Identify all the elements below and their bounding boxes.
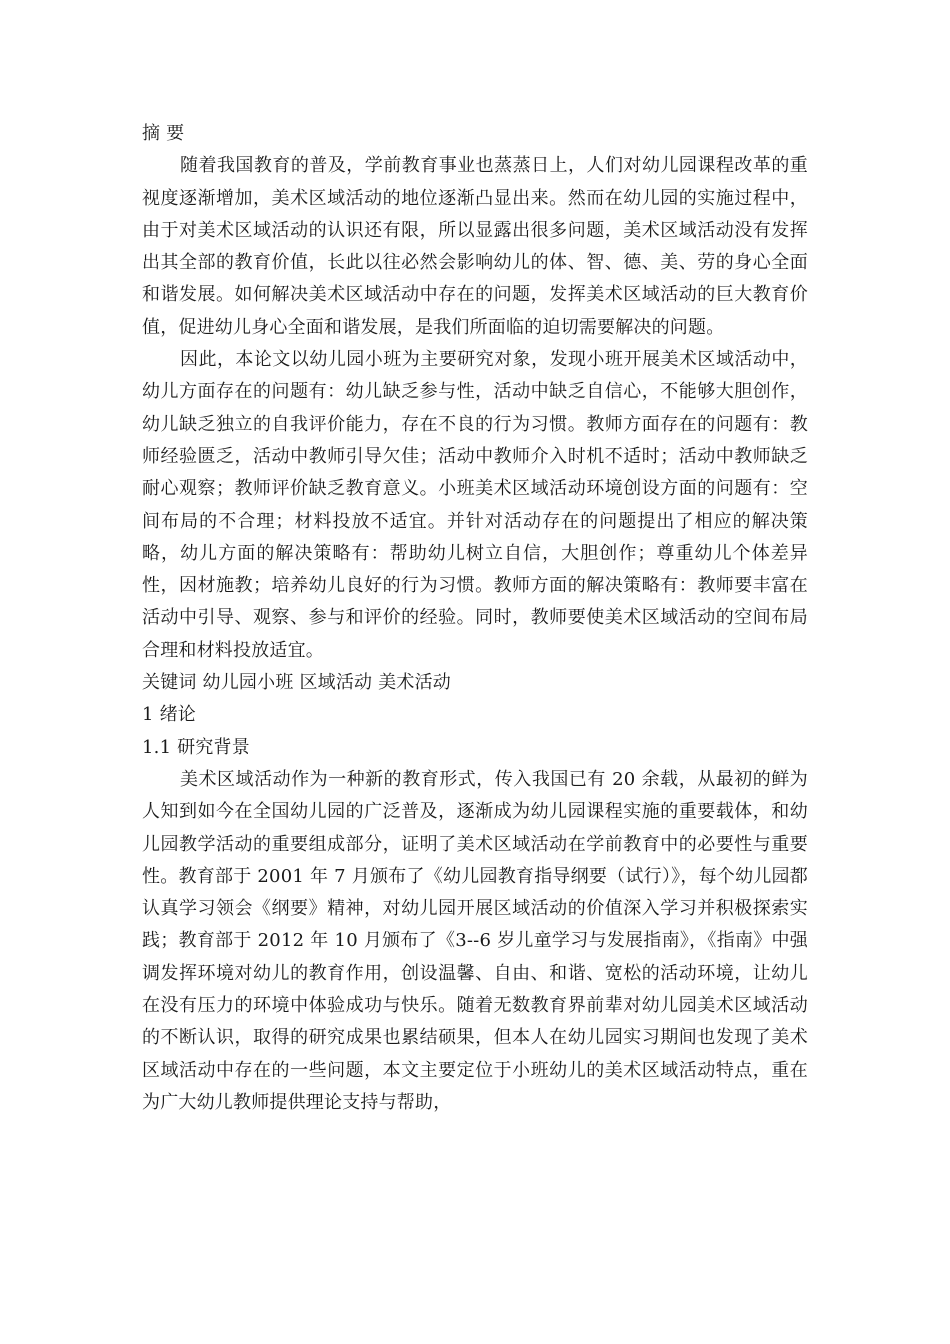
section-heading: 1.1 研究背景 (142, 736, 250, 758)
document-body (142, 118, 808, 1119)
keywords-line: 关键词 幼儿园小班 区域活动 美术活动 (142, 672, 451, 694)
section-paragraph: 美术区域活动作为一种新的教育形式，传入我国已有 20 余载，从最初的鲜为人知到如今在全国幼儿园的广泛普及，逐渐成为幼儿园课程实施的重要载体，和幼儿园教学活动的重要组成部分，证明了美术区域活动在学前教育中的必要性与重要性。教育部于 2001 年 7 月颁布了《幼儿园教育指导纲要（试行）》，每个幼儿园都认真学习领会《纲要》精神，对幼儿园开展区域活动的价值深入学习并积极探索实践；教育部于 2012 年 10 月颁布了《3--6 岁儿童学习与发展指南》，《指南》中强调发挥环境对幼儿的教育作用，创设温馨、自由、和谐、宽松的活动环境，让幼儿在没有压力的环境中体验成功与快乐。随着无数教育界前辈对幼儿园美术区域活动的不断认识，取得的研究成果也累结硕果，但本人在幼儿园实习期间也发现了美术区域活动中存在的一些问题，本文主要定位于小班幼儿的美术区域活动特点，重在为广大幼儿教师提供理论支持与帮助， (142, 768, 808, 1113)
chapter-heading: 1 绪论 (142, 704, 196, 726)
abstract-paragraph-1: 随着我国教育的普及，学前教育事业也蒸蒸日上，人们对幼儿园课程改革的重视度逐渐增加，美术区域活动的地位逐渐凸显出来。然而在幼儿园的实施过程中，由于对美术区域活动的认识还有限，所以显露出很多问题，美术区域活动没有发挥出其全部的教育价值，长此以往必然会影响幼儿的体、智、德、美、劳的身心全面和谐发展。如何解决美术区域活动中存在的问题，发挥美术区域活动的巨大教育价值，促进幼儿身心全面和谐发展，是我们所面临的迫切需要解决的问题。 (142, 155, 808, 338)
abstract-title: 摘 要 (142, 123, 185, 144)
abstract-paragraph-2: 因此，本论文以幼儿园小班为主要研究对象，发现小班开展美术区域活动中，幼儿方面存在的问题有：幼儿缺乏参与性，活动中缺乏自信心，不能够大胆创作，幼儿缺乏独立的自我评价能力，存在不良的行为习惯。教师方面存在的问题有：教师经验匮乏，活动中教师引导欠佳；活动中教师介入时机不适时；活动中教师缺乏耐心观察；教师评价缺乏教育意义。小班美术区域活动环境创设方面的问题有：空间布局的不合理；材料投放不适宜。并针对活动存在的问题提出了相应的解决策略，幼儿方面的解决策略有：帮助幼儿树立自信，大胆创作；尊重幼儿个体差异性，因材施教；培养幼儿良好的行为习惯。教师方面的解决策略有：教师要丰富在活动中引导、观察、参与和评价的经验。同时，教师要使美术区域活动的空间布局合理和材料投放适宜。 (142, 349, 808, 661)
